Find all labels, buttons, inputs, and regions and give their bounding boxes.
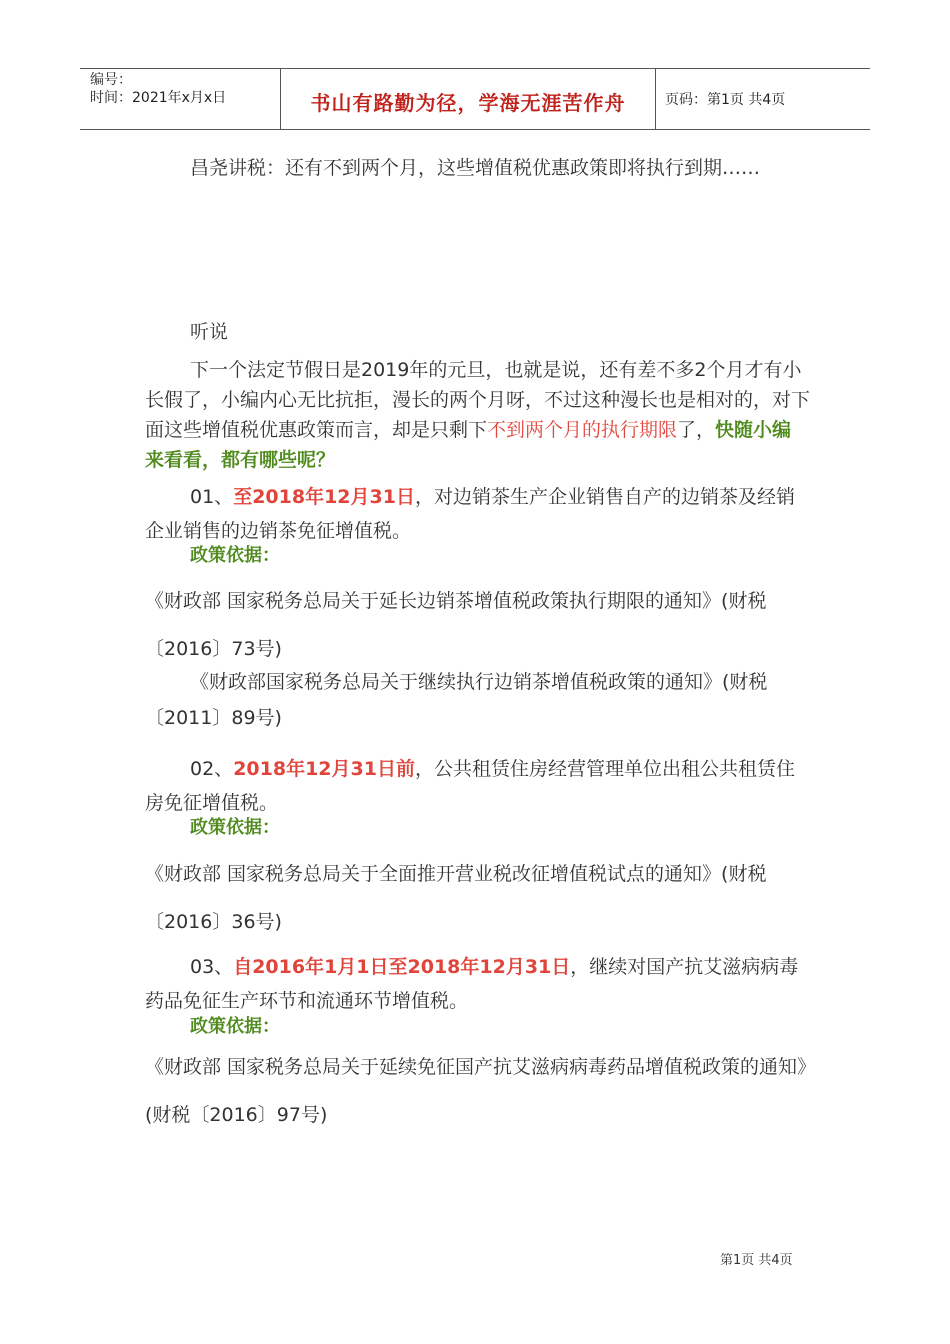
item-02	[145, 752, 810, 820]
item-deadline: 至2018年12月31日	[233, 486, 415, 508]
item-number: 03、	[190, 956, 234, 978]
policy-basis-label: 政策依据：	[190, 1016, 280, 1037]
item-number: 01、	[190, 486, 234, 508]
policy-reference: 《财政部 国家税务总局关于延续免征国产抗艾滋病病毒药品增值税政策的通知》(财税〔2016〕97号)	[145, 1056, 807, 1126]
item-03	[145, 950, 810, 1018]
page-footer: 第1页 共4页	[720, 1253, 793, 1268]
motto: 书山有路勤为径，学海无涯苦作舟	[310, 91, 626, 115]
item-deadline: 自2016年1月1日至2018年12月31日	[233, 956, 571, 978]
header-motto-cell	[280, 69, 656, 129]
item-number: 02、	[190, 758, 234, 780]
document-header	[80, 68, 870, 130]
policy-reference: 《财政部国家税务总局关于继续执行边销茶增值税政策的通知》(财税〔2011〕89号)	[145, 671, 768, 729]
date-label: 时间：2021年x月x日	[90, 90, 227, 106]
policy-basis-label: 政策依据：	[190, 545, 280, 566]
policy-reference: 《财政部 国家税务总局关于全面推开营业税改征增值税试点的通知》(财税〔2016〕36号)	[145, 863, 767, 933]
policy-reference: 《财政部 国家税务总局关于延长边销茶增值税政策执行期限的通知》(财税〔2016〕73号)	[145, 590, 767, 660]
call-to-action: 快随小编来看看，都有哪些呢？	[145, 419, 792, 471]
heard-line: 听说	[190, 321, 229, 343]
item-text: ，对边销茶生产企业销售自产的边销茶及经销企业销售的边销茶免征增值税。	[145, 486, 795, 542]
intro-paragraph: 昌尧讲税：还有不到两个月，这些增值税优惠政策即将执行到期……	[190, 157, 761, 179]
main-text: 下一个法定节假日是2019年的元旦，也就是说，还有差不多2个月才有小长假了，小编内心无比抗拒，漫长的两个月呀，不过这种漫长也是相对的，对下面这些增值税优惠政策而言，却是只剩下	[145, 359, 811, 441]
deadline-highlight: 不到两个月的执行期限	[487, 419, 678, 441]
main-text-tail: 了，	[677, 419, 716, 441]
item-text: ，公共租赁住房经营管理单位出租公共租赁住房免征增值税。	[145, 758, 795, 814]
main-paragraph	[145, 355, 810, 475]
item-text: ，继续对国产抗艾滋病病毒药品免征生产环节和流通环节增值税。	[145, 956, 799, 1012]
item-deadline: 2018年12月31日前	[233, 758, 415, 780]
number-label: 编号：	[90, 72, 132, 88]
item-01	[145, 480, 810, 548]
page-info: 页码：第1页 共4页	[665, 92, 786, 108]
header-right-cell	[655, 69, 870, 129]
header-left-cell	[80, 69, 280, 129]
policy-basis-label: 政策依据：	[190, 817, 280, 838]
